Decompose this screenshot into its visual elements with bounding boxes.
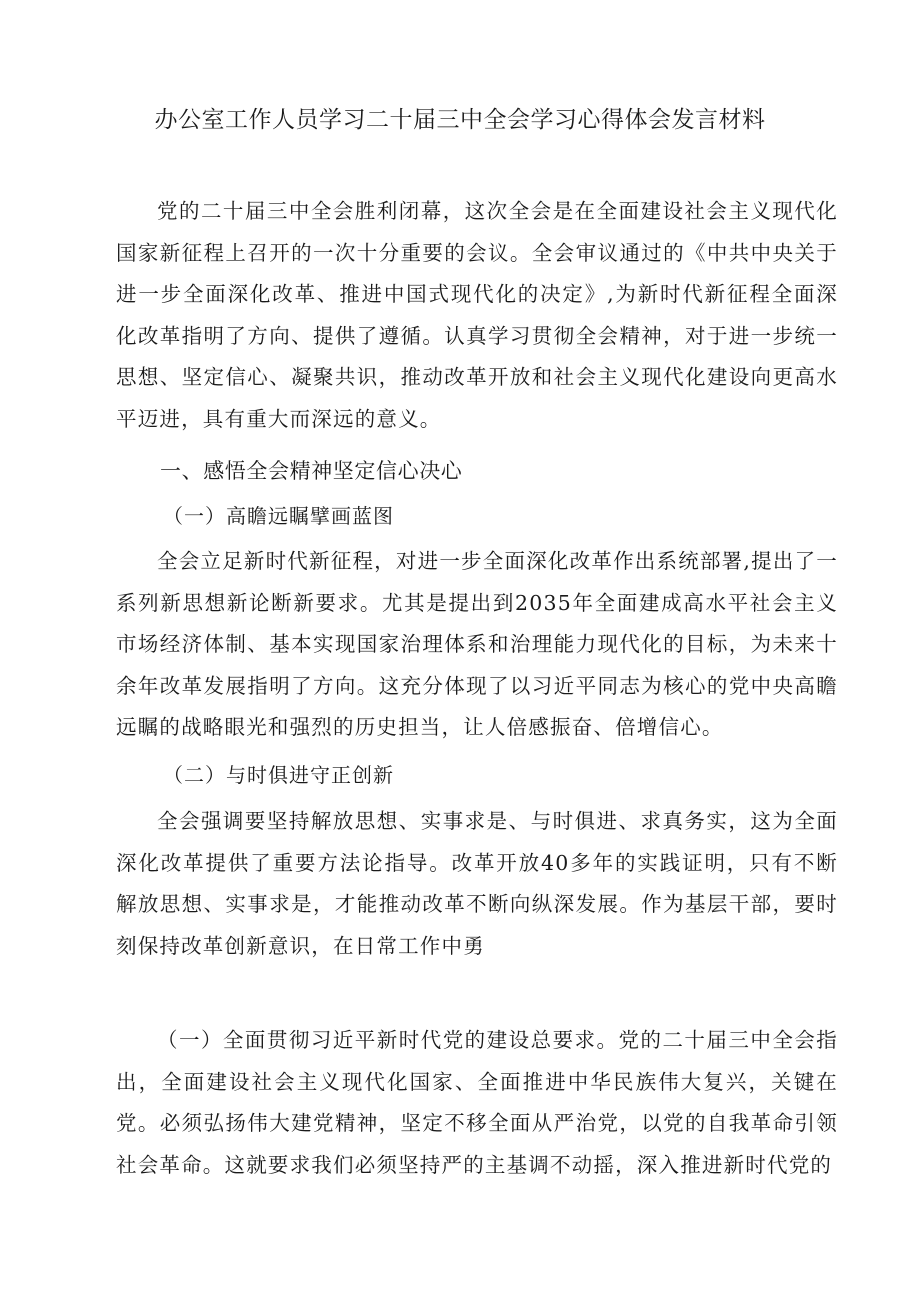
document-title: 办公室工作人员学习二十届三中全会学习心得体会发言材料 xyxy=(154,107,766,133)
body-paragraph-intro: 党的二十届三中全会胜利闭幕，这次全会是在全面建设社会主义现代化国家新征程上召开的一次十分重要的会议。全会审议通过的《中共中央关于进一步全面深化改革、推进中国式现代化的决定》,为新时代新征程全面深化改革指明了方向、提供了遵循。认真学习贯彻全会精神，对于进一步统一思想、坚定信心、凝聚共识，推动改革开放和社会主义现代化建设向更高水平迈进，具有重大而深远的意义。 xyxy=(116,199,838,431)
subsection-heading-1: （一）高瞻远瞩擘画蓝图 xyxy=(163,504,394,528)
body-paragraph-party-building: （一）全面贯彻习近平新时代党的建设总要求。党的二十届三中全会指出，全面建设社会主义现代化国家、全面推进中华民族伟大复兴，关键在党。必须弘扬伟大建党精神，坚定不移全面从严治党，以党的自我革命引领社会革命。这就要求我们必须坚持严的主基调不动摇，深入推进新时代党的 xyxy=(116,1028,838,1177)
subsection-heading-2: （二）与时俱进守正创新 xyxy=(163,763,394,787)
body-paragraph-blueprint: 全会立足新时代新征程，对进一步全面深化改革作出系统部署,提出了一系列新思想新论断新要求。尤其是提出到2035年全面建成高水平社会主义市场经济体制、基本实现国家治理体系和治理能力现代化的目标，为未来十余年改革发展指明了方向。这充分体现了以习近平同志为核心的党中央高瞻远瞩的战略眼光和强烈的历史担当，让人倍感振奋、倍增信心。 xyxy=(116,549,838,739)
body-paragraph-innovation: 全会强调要坚持解放思想、实事求是、与时俱进、求真务实，这为全面深化改革提供了重要方法论指导。改革开放40多年的实践证明，只有不断解放思想、实事求是，才能推动改革不断向纵深发展。作为基层干部，要时刻保持改革创新意识，在日常工作中勇 xyxy=(116,809,838,958)
section-heading-1: 一、感悟全会精神坚定信心决心 xyxy=(160,459,463,483)
